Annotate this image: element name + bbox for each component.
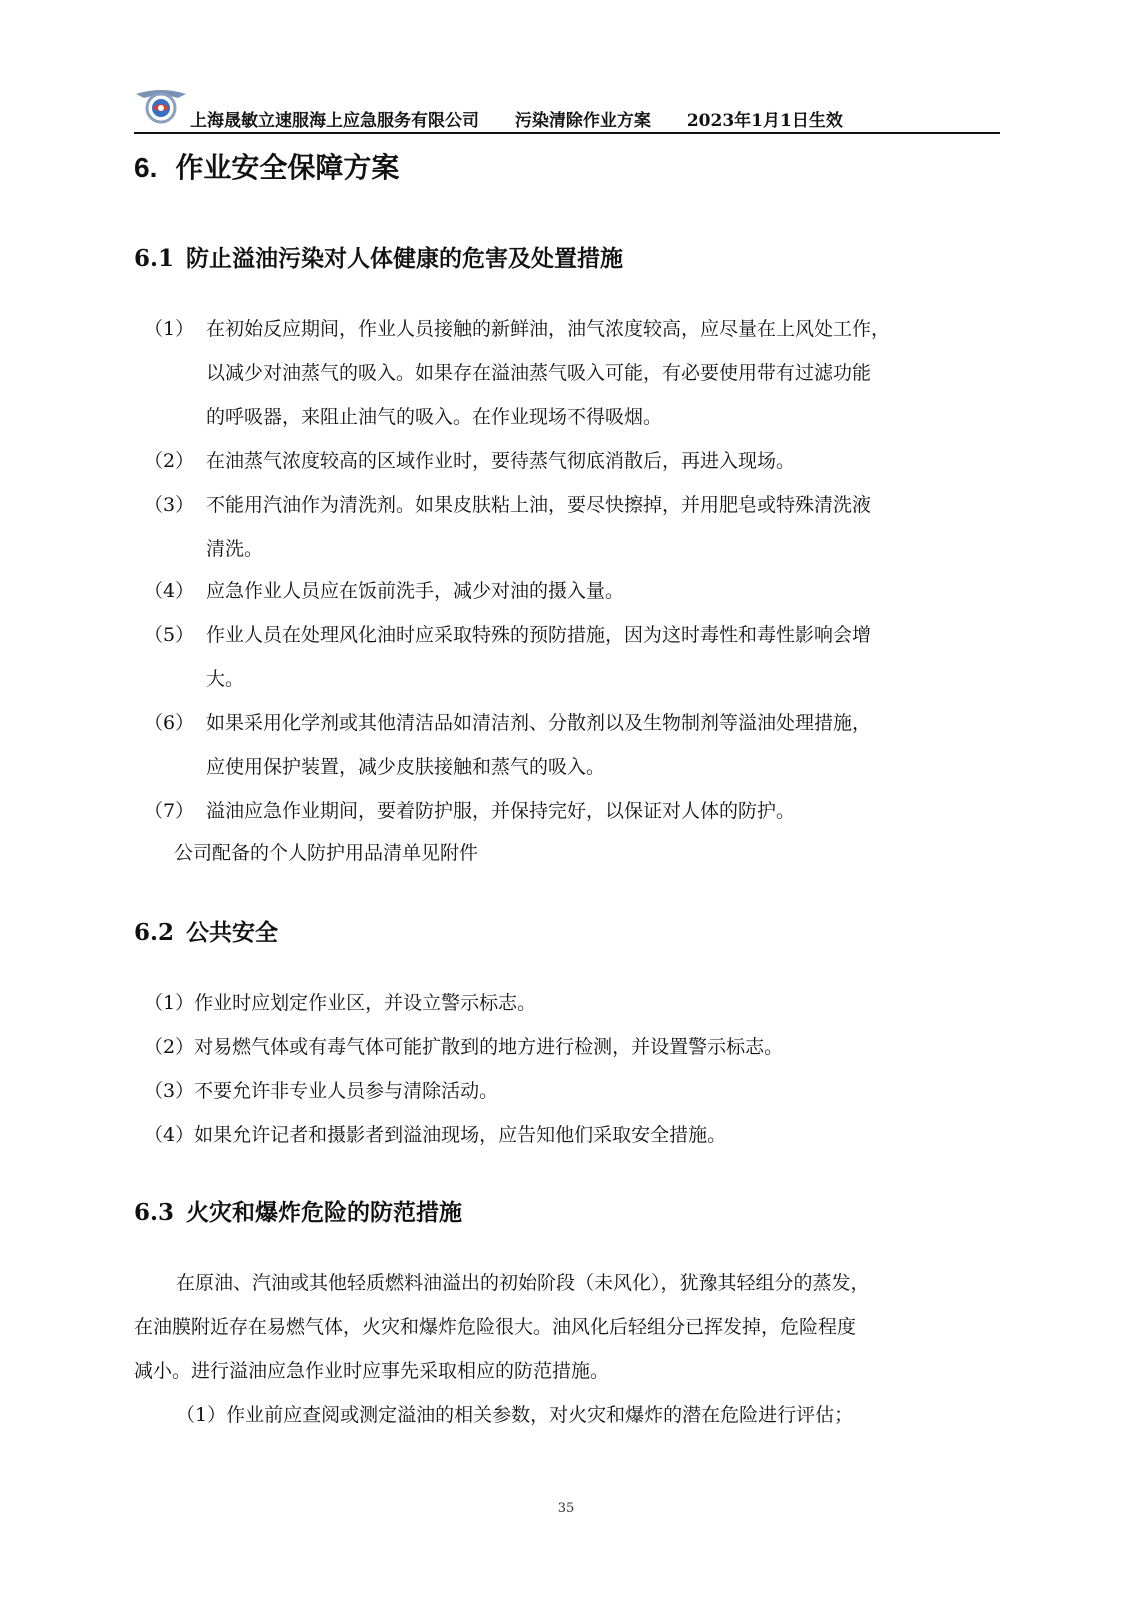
chapter-number: 6. [134, 152, 158, 183]
list-item: （2） 在油蒸气浓度较高的区域作业时，要待蒸气彻底消散后，再进入现场。 [144, 450, 796, 472]
list-item-continuation: 的呼吸器，来阻止油气的吸入。在作业现场不得吸烟。 [206, 406, 663, 428]
list-item: （4）如果允许记者和摄影者到溢油现场，应告知他们采取安全措施。 [144, 1124, 727, 1146]
section-6-1-heading [134, 240, 623, 273]
list-item: （1）作业前应查阅或测定溢油的相关参数，对火灾和爆炸的潜在危险进行评估； [176, 1404, 854, 1426]
list-item: （1） 在初始反应期间，作业人员接触的新鲜油，油气浓度较高，应尽量在上风处工作， [144, 318, 891, 340]
list-item: （4） 应急作业人员应在饭前洗手，减少对油的摄入量。 [144, 580, 625, 602]
list-item-continuation: 大。 [206, 668, 245, 690]
list-item: （5） 作业人员在处理风化油时应采取特殊的预防措施，因为这时毒性和毒性影响会增 [144, 624, 872, 646]
header-plan: 污染清除作业方案 [514, 111, 651, 131]
list-item: （2）对易燃气体或有毒气体可能扩散到的地方进行检测，并设置警示标志。 [144, 1036, 784, 1058]
header-effective-date: 2023年1月1日生效 [686, 111, 843, 131]
paragraph-line: 在原油、汽油或其他轻质燃料油溢出的初始阶段（未风化），犹豫其轻组分的蒸发， [176, 1272, 870, 1294]
ppe-note: 公司配备的个人防护用品清单见附件 [174, 842, 479, 864]
header-text [190, 106, 1000, 131]
list-item-continuation: 以减少对油蒸气的吸入。如果存在溢油蒸气吸入可能，有必要使用带有过滤功能 [206, 362, 872, 384]
chapter-title-text: 作业安全保障方案 [175, 151, 400, 184]
chapter-title [134, 146, 399, 186]
paragraph-line: 在油膜附近存在易燃气体，火灾和爆炸危险很大。油风化后轻组分已挥发掉，危险程度 [134, 1316, 857, 1338]
section-title: 火灾和爆炸危险的防范措施 [186, 1199, 463, 1226]
list-item: （7） 溢油应急作业期间，要着防护服，并保持完好，以保证对人体的防护。 [144, 800, 796, 822]
section-number: 6.2 [134, 919, 175, 946]
section-6-2-heading [134, 914, 278, 947]
list-item: （3）不要允许非专业人员参与清除活动。 [144, 1080, 499, 1102]
list-item-continuation: 清洗。 [206, 538, 264, 560]
section-6-3-heading [134, 1194, 462, 1227]
section-number: 6.3 [134, 1199, 175, 1226]
header-company: 上海晟敏立速服海上应急服务有限公司 [190, 111, 479, 131]
list-item: （3） 不能用汽油作为清洗剂。如果皮肤粘上油，要尽快擦掉，并用肥皂或特殊清洗液 [144, 494, 872, 516]
header-divider [134, 132, 1000, 134]
company-logo-icon [134, 84, 188, 126]
page-number: 35 [557, 1501, 575, 1516]
section-title: 防止溢油污染对人体健康的危害及处置措施 [186, 245, 624, 272]
section-title: 公共安全 [186, 919, 279, 946]
list-item: （1）作业时应划定作业区，并设立警示标志。 [144, 992, 537, 1014]
list-item: （6） 如果采用化学剂或其他清洁品如清洁剂、分散剂以及生物制剂等溢油处理措施， [144, 712, 872, 734]
list-item-continuation: 应使用保护装置，减少皮肤接触和蒸气的吸入。 [206, 756, 606, 778]
paragraph-line: 减小。进行溢油应急作业时应事先采取相应的防范措施。 [134, 1360, 610, 1382]
page-header [134, 84, 1000, 134]
section-number: 6.1 [134, 245, 175, 272]
